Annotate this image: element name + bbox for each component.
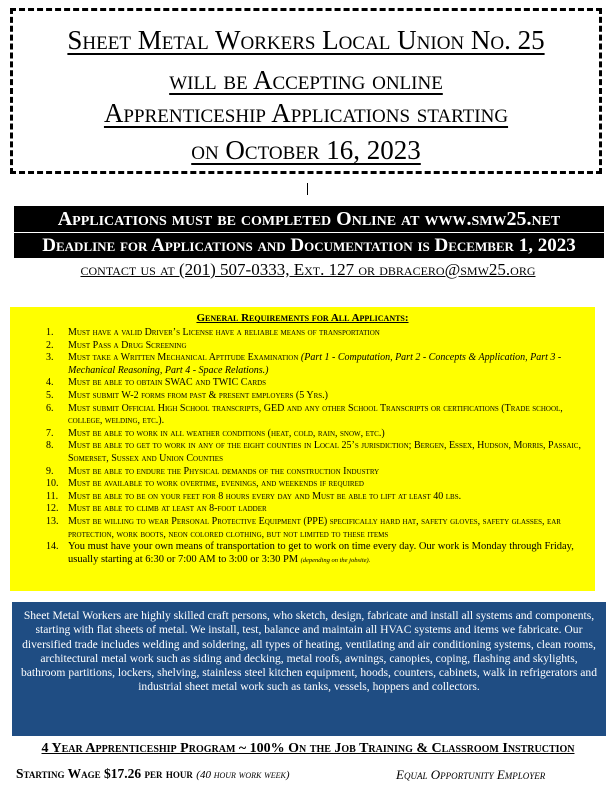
program-line: 4 Year Apprenticeship Program ~ 100% On the Job Training & Classroom Instruction (41, 741, 575, 756)
equal-opportunity-employer: Equal Opportunity Employer (396, 767, 546, 782)
list-item: 13. Must be willing to wear Personal Protective Equipment (PPE) specifically hard hat, safety gloves, safety glasses, ear protection, work boots, neon colored clothing, but not limited to these items (46, 515, 561, 540)
deadline-banner: Deadline for Applications and Documentation is December 1, 2023 (14, 233, 604, 258)
contact-line: contact us at (201) 507-0333, Ext. 127 or dbracero@smw25.org (80, 260, 536, 279)
list-item: 10. Must be available to work overtime, evenings, and weekends if required (46, 478, 364, 490)
requirements-list (18, 327, 587, 567)
list-item: 7. Must be able to work in all weather conditions (heat, cold, rain, snow, etc.) (46, 427, 385, 439)
list-item: 3. Must take a Written Mechanical Aptitude Examination (Part 1 - Computation, Part 2 - Concepts & Application, Part 3 - Mechanical Reasoning, Part 4 - Space Relations.) (46, 352, 562, 376)
list-item: 8. Must be able to get to work in any of the eight counties in Local 25’s jurisdiction; Bergen, Essex, Hudson, Morris, Passaic, Somerset, Sussex and Union Counties (46, 440, 581, 464)
list-item: 12. Must be able to climb at least an 8-foot ladder (46, 503, 267, 515)
list-item: 2. Must Pass a Drug Screening (46, 339, 187, 351)
list-item: 14. You must have your own means of transportation to get to work on time every day. Our work is Monday through Friday, usually starting at 6:30 or 7:00 AM to 3:00 or 3:30 PM (depending on the jobsite). (46, 541, 574, 565)
list-item: 4. Must be able to obtain SWAC and TWIC Cards (46, 377, 267, 389)
list-item: 9. Must be able to endure the Physical demands of the construction Industry (46, 465, 380, 477)
trade-description: Sheet Metal Workers are highly skilled craft persons, who sketch, design, fabricate and install all systems and components, starting with flat sheets of metal. We install, test, balance and maintain all HVAC systems and items we fabricate. Our diversified trade includes welding and soldering, all types of heating, ventilating and air conditioning systems, clean rooms, architectural metal work such as siding and decking, metal roofs, awnings, canopies, coping, flashing and skylights, bathroom partitions, lockers, shelving, stainless steel kitchen equipment, hoods, counters, cabinets, walk in refrigerators and industrial sheet metal work such as tanks, vessels, hoppers and collectors. (12, 602, 606, 736)
wage-note: (40 hour work week) (196, 769, 290, 781)
list-item: 6. Must submit Official High School transcripts, GED and any other School Transcripts or certifications (Trade school, college, welding, etc.). (46, 402, 563, 427)
requirements-box (10, 307, 595, 591)
header-title-line-4: on October 16, 2023 (191, 135, 421, 165)
requirements-title: General Requirements for All Applicants: (196, 312, 409, 324)
divider-tick (307, 183, 308, 195)
list-item: 11. Must be able to be on your feet for 8 hours every day and Must be able to lift at least 40 lbs. (46, 490, 462, 502)
header-title-line-3: Apprenticeship Applications starting (103, 98, 509, 128)
header-title-line-2: will be Accepting online (169, 65, 443, 95)
header-box (10, 8, 602, 174)
header-title-line-1: Sheet Metal Workers Local Union No. 25 (67, 25, 545, 55)
online-application-banner: Applications must be completed Online at www.smw25.net (14, 206, 604, 232)
wage-line (16, 766, 290, 782)
starting-wage: Starting Wage $17.26 per hour (16, 766, 193, 781)
list-item: 5. Must submit W-2 forms from past & present employers (5 Yrs.) (46, 389, 328, 401)
list-item: 1. Must have a valid Driver’s License have a reliable means of transportation (46, 327, 380, 338)
